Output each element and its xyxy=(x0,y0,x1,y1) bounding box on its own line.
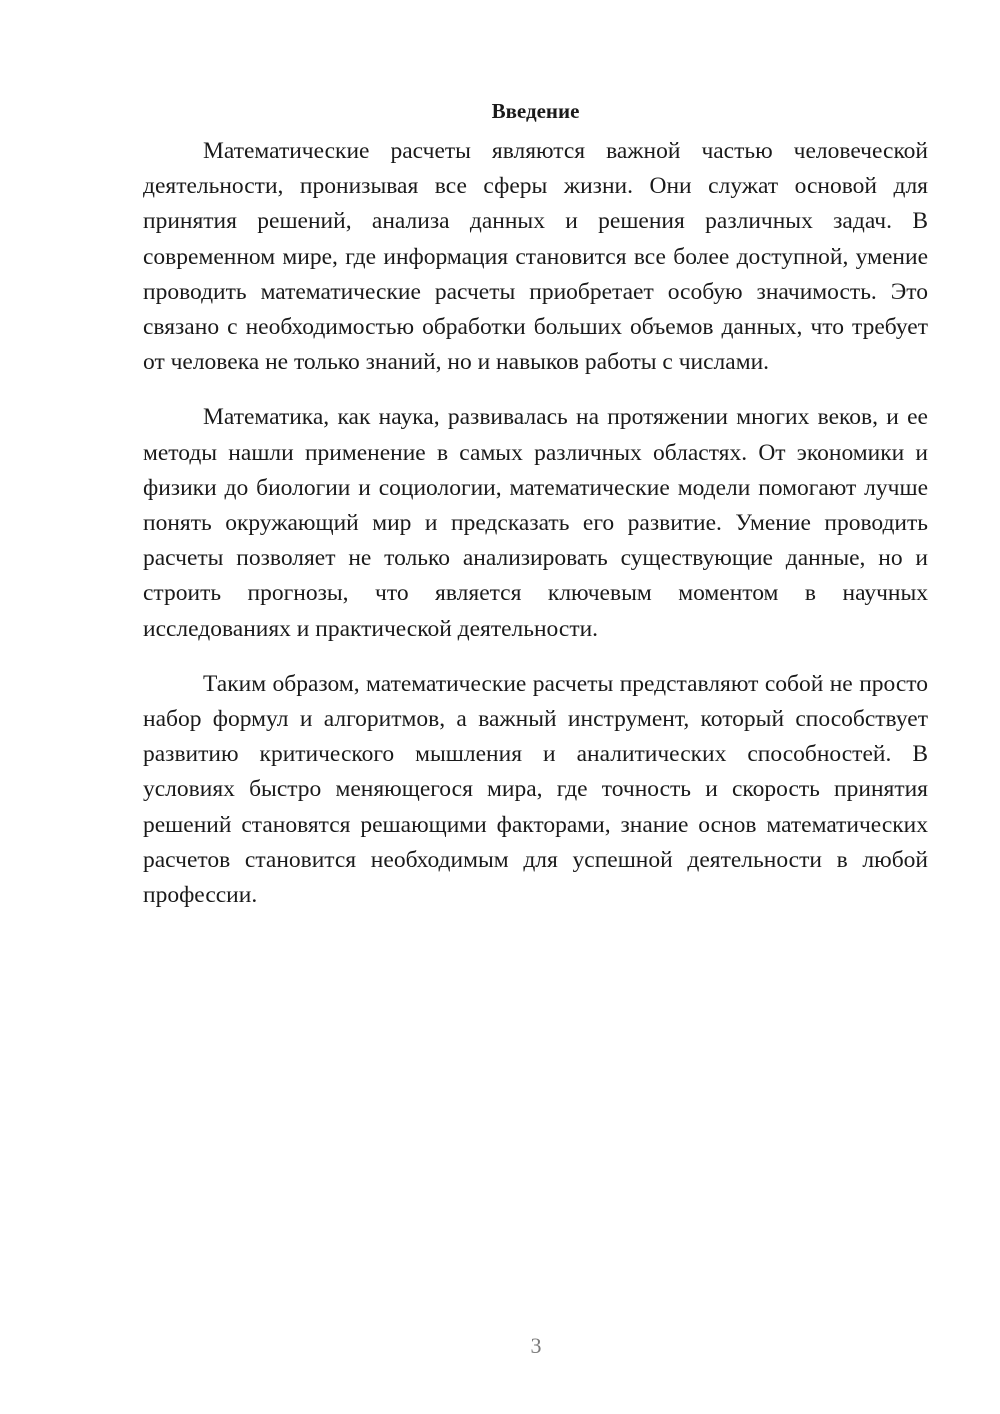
section-title: Введение xyxy=(491,99,580,123)
page-content xyxy=(143,96,928,913)
paragraph-3: Таким образом, математические расчеты представляют собой не просто набор формул и алгоритмов, а важный инструмент, который способствует развитию критического мышления и аналитических способностей. В условиях быстро меняющегося мира, где точность и скорость принятия решений становятся решающими факторами, знание основ математических расчетов становится необходимым для успешной деятельности в любой профессии. xyxy=(143,670,928,909)
paragraph-2: Математика, как наука, развивалась на протяжении многих веков, и ее методы нашли применение в самых различных областях. От экономики и физики до биологии и социологии, математические модели помогают лучше понять окружающий мир и предсказать его развитие. Умение проводить расчеты позволяет не только анализировать существующие данные, но и строить прогнозы, что является ключевым моментом в научных исследованиях и практической деятельности. xyxy=(143,404,928,642)
page-number: 3 xyxy=(530,1333,542,1358)
paragraph-1: Математические расчеты являются важной частью человеческой деятельности, пронизывая все сферы жизни. Они служат основой для принятия решений, анализа данных и решения различных задач. В современном мире, где информация становится все более доступной, умение проводить математические расчеты приобретает особую значимость. Это связано с необходимостью обработки больших объемов данных, что требует от человека не только знаний, но и навыков работы с числами. xyxy=(143,138,928,376)
